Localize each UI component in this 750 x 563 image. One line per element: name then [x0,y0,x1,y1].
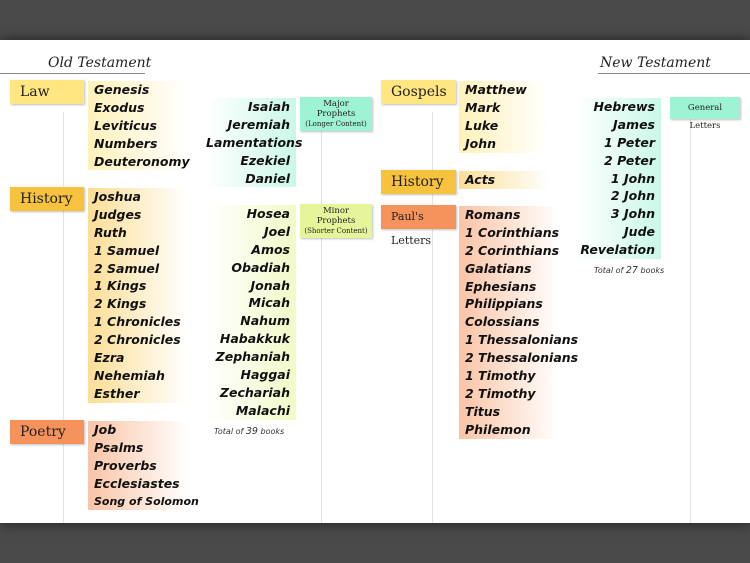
book-name: 1 Thessalonians [465,332,579,348]
tag-major-prophets [300,97,372,131]
ot-total-prefix: Total of [214,427,244,436]
book-name: Malachi [235,402,290,418]
book-group-pauls-letters [459,206,579,439]
book-name: Hosea [246,206,290,221]
book-group-gospels [459,81,549,153]
bible-books-chart [0,40,750,523]
book-name: Esther [94,385,140,401]
book-name: Hebrews [593,99,655,114]
book-name: Joel [263,223,290,239]
book-name: Genesis [94,82,150,97]
category-nt-history: History [381,170,456,194]
book-name: Jude [624,224,655,240]
old-testament-total [214,426,284,437]
book-name: 2 Timothy [465,385,536,401]
book-name: Proverbs [94,457,157,473]
book-name: 2 Corinthians [465,242,560,258]
book-name: Philemon [465,421,531,437]
book-group-general-letters [575,98,661,259]
book-name: Micah [248,295,290,311]
new-testament-heading: New Testament [600,55,711,71]
grid-line [690,112,691,523]
tag-minor-title: Minor Prophets [316,206,356,226]
book-name: 2 John [610,188,655,204]
book-name: Acts [465,172,496,187]
book-name: 2 Samuel [94,260,160,276]
book-group-history [88,188,188,403]
book-name: Jeremiah [227,116,290,132]
book-name: Haggai [240,367,290,383]
book-name: Leviticus [94,117,157,133]
book-name: 1 Corinthians [465,224,560,240]
tag-major-title: Major Prophets [316,99,356,119]
tag-general-letters: General Letters [670,97,740,119]
book-name: Isaiah [247,99,290,114]
book-name: Exodus [94,99,145,115]
book-name: Zephaniah [215,349,290,365]
book-name: Philippians [465,296,543,312]
nt-total-prefix: Total of [594,266,624,275]
book-name: Zechariah [219,384,290,400]
book-name: 1 Timothy [465,368,536,384]
book-name: Deuteronomy [94,153,190,169]
book-name: Luke [465,117,499,133]
book-name: James [612,116,655,132]
book-name: 1 Kings [94,278,147,294]
book-name: Judges [94,206,142,222]
nt-total-count: 27 [625,265,638,276]
category-pauls-letters: Paul's Letters [381,205,456,229]
book-name: Psalms [94,439,144,455]
tag-minor-subtitle: (Shorter Content) [304,227,368,235]
book-name: 1 Peter [604,134,655,150]
ot-total-suffix: books [260,427,285,436]
tag-minor-prophets [300,204,372,238]
book-name: Colossians [465,314,540,330]
book-name: Ecclesiastes [94,475,180,491]
old-testament-heading: Old Testament [48,55,152,71]
grid-line [63,112,64,523]
book-name: Titus [465,403,501,419]
category-law: Law [10,80,84,104]
book-name: Habakkuk [219,331,290,347]
nt-total-suffix: books [640,266,665,275]
book-name: Galatians [465,260,532,276]
old-testament-rule [0,73,145,74]
book-name: 2 Chronicles [94,332,181,348]
tag-major-subtitle: (Longer Content) [305,120,367,128]
book-name: Daniel [245,170,290,186]
book-name: 2 Thessalonians [465,350,579,366]
book-name: Numbers [94,135,158,151]
book-name: Joshua [94,189,141,204]
category-poetry: Poetry [10,420,84,444]
new-testament-total [594,265,664,276]
book-group-major-prophets [206,98,303,187]
book-name: Ezekiel [240,152,290,168]
book-group-poetry [88,421,199,510]
book-name: 2 Kings [94,296,147,312]
book-name: Matthew [465,82,527,97]
book-group-minor-prophets [206,205,296,420]
book-name: Romans [465,207,521,222]
book-name: Mark [465,99,501,115]
ot-total-count: 39 [245,426,258,437]
book-name: Ruth [94,224,127,240]
book-name: Nehemiah [94,367,165,383]
category-gospels: Gospels [381,80,456,104]
grid-line [321,112,322,523]
book-group-law [88,81,188,170]
book-name: John [465,135,497,151]
book-name: Obadiah [231,259,290,275]
book-name: Revelation [580,242,655,258]
book-name: Lamentations [206,134,303,150]
book-name: 1 Chronicles [94,314,181,330]
book-name: Nahum [240,313,290,329]
book-name: Jonah [250,277,290,293]
book-group-nt-history [459,171,549,189]
category-history: History [10,187,84,211]
book-name: 3 John [610,206,655,222]
book-name: Amos [251,241,290,257]
new-testament-rule [598,73,750,74]
book-name: Song of Solomon [94,494,199,508]
book-name: Ephesians [465,278,537,294]
book-name: Job [94,422,117,437]
book-name: Ezra [94,350,125,366]
book-name: 1 Samuel [94,242,160,258]
book-name: 1 John [610,170,655,186]
book-name: 2 Peter [604,152,655,168]
